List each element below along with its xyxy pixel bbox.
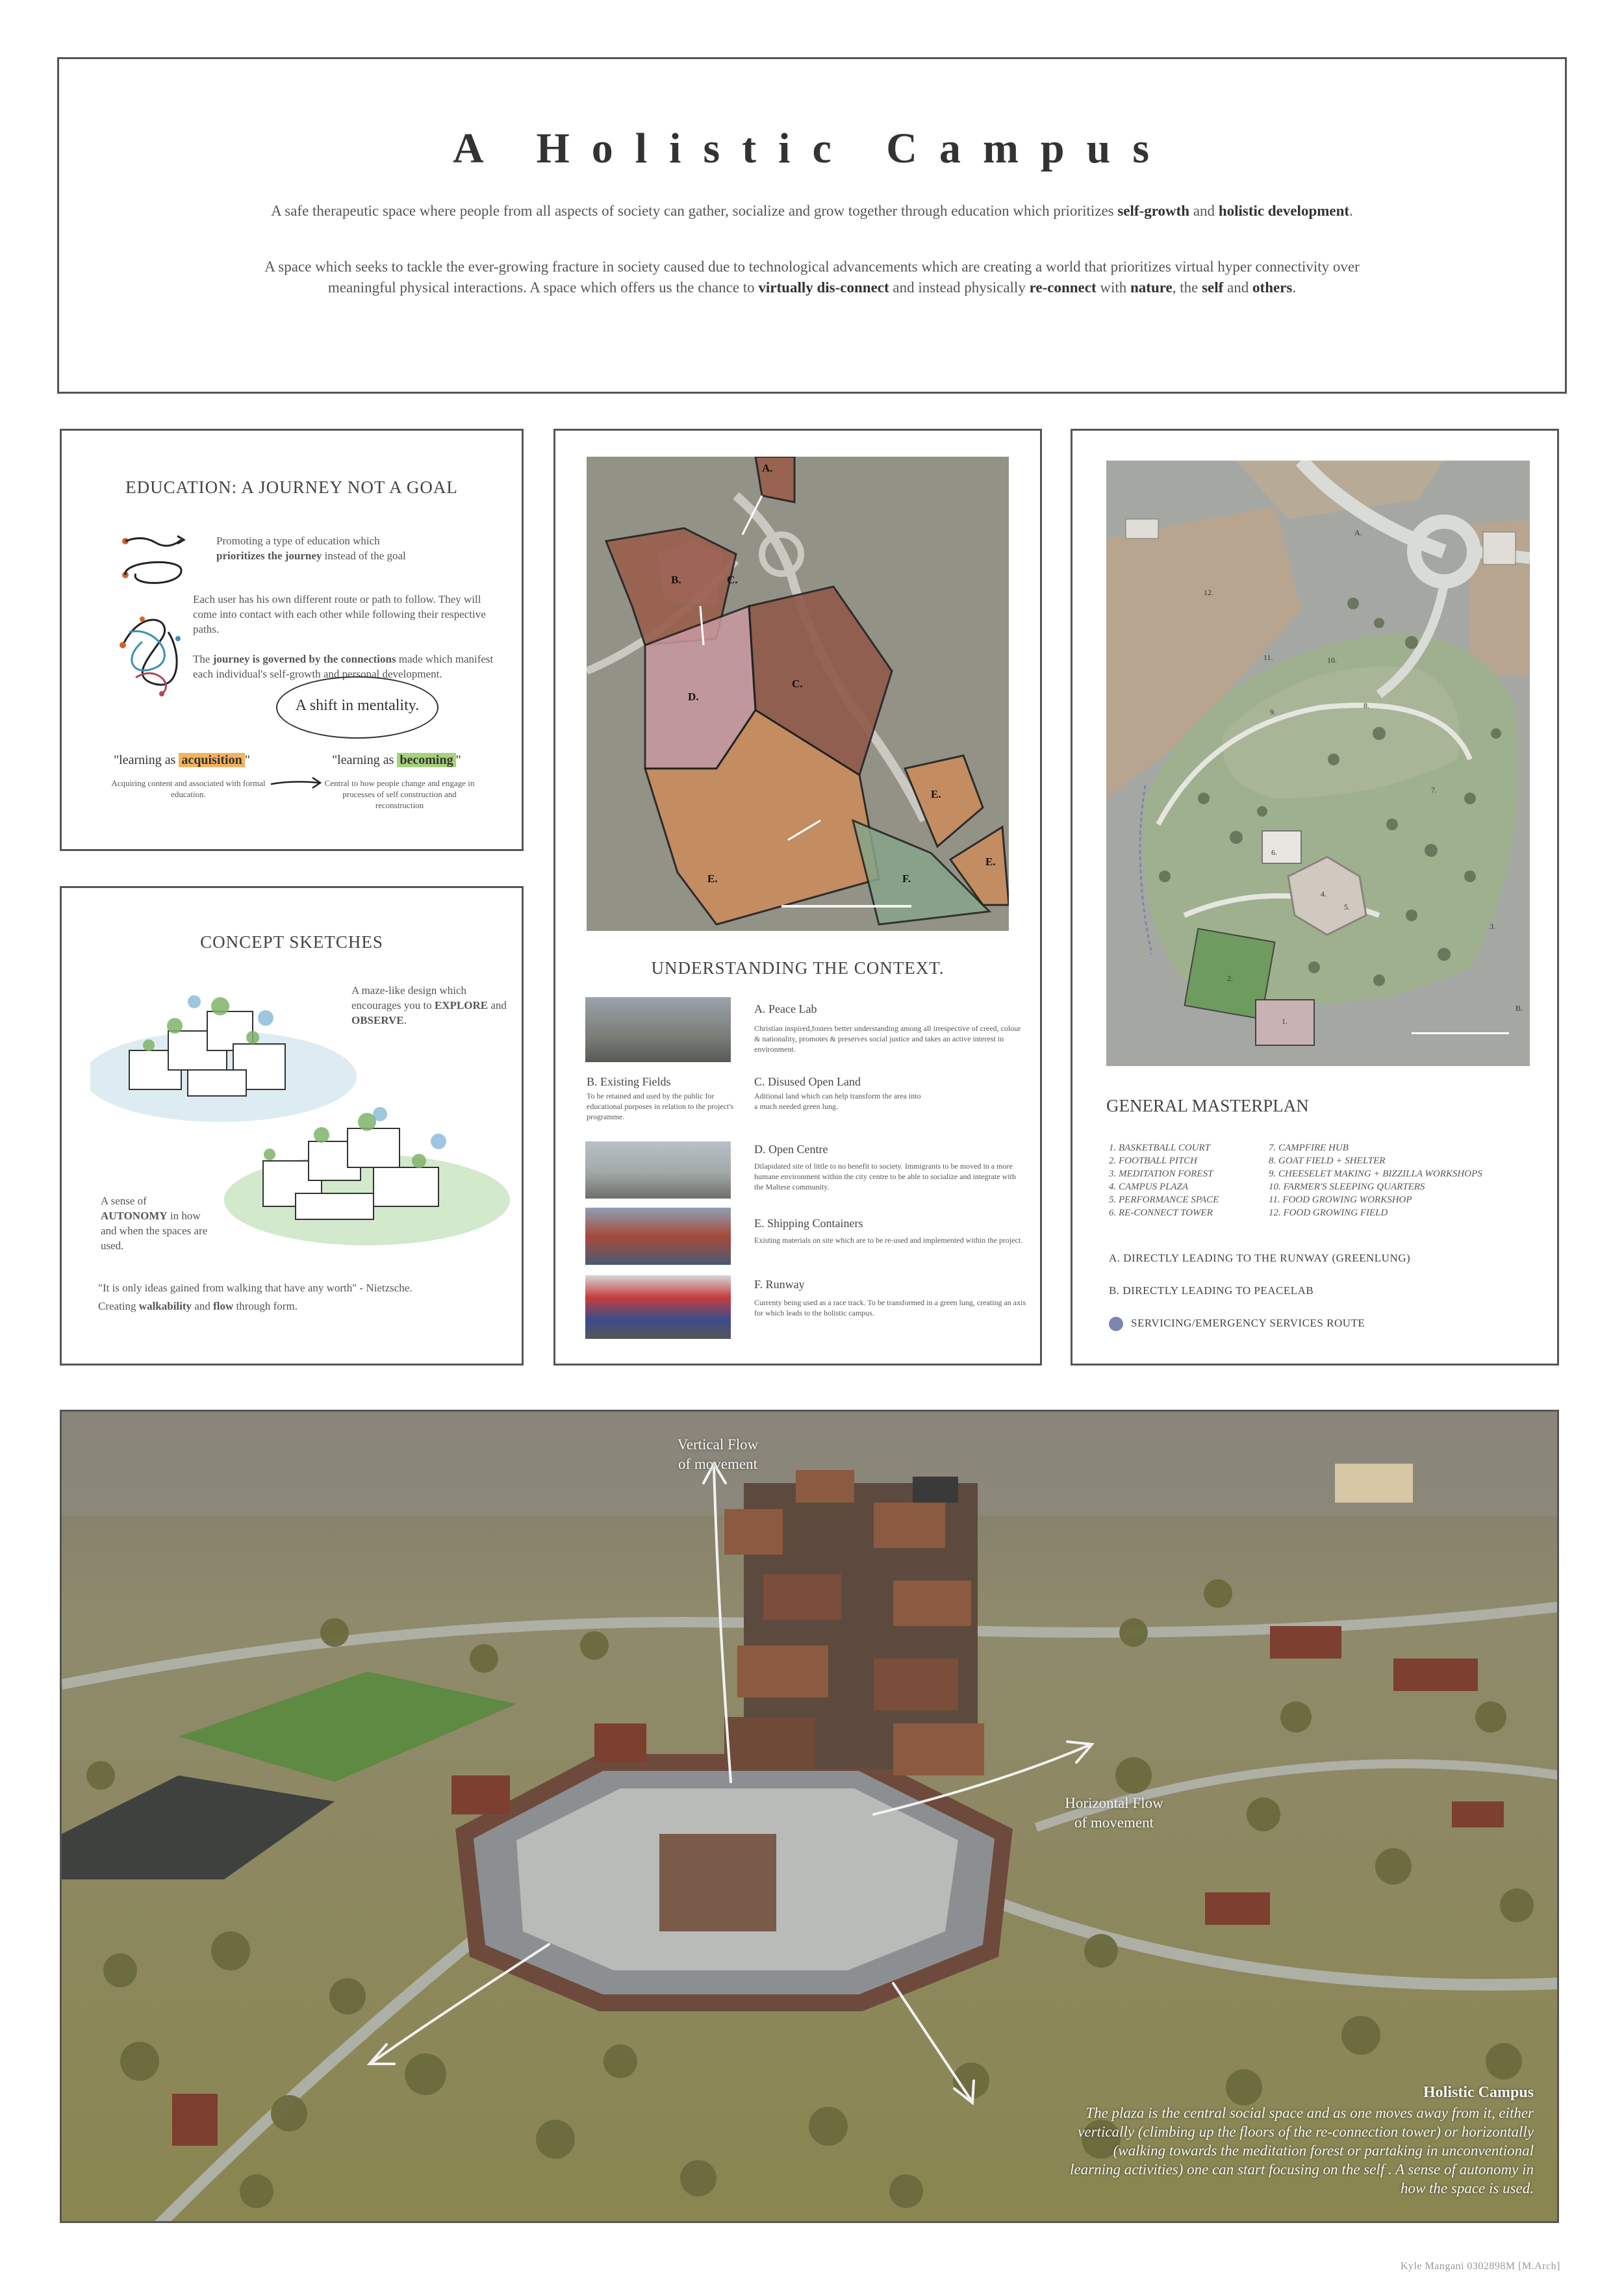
render-caption xyxy=(1066,2083,1534,2198)
context-item-c-label: C. Disused Open Land xyxy=(754,1075,861,1088)
map-label-c1: C. xyxy=(727,574,738,586)
masterplan-panel xyxy=(1071,429,1559,1366)
legend-item: 5. PERFORMANCE SPACE xyxy=(1109,1195,1219,1205)
masterplan-map-number-12: 12. xyxy=(1204,588,1213,597)
aerial-render-panel xyxy=(60,1410,1559,2223)
map-label-b: B. xyxy=(671,574,681,586)
concept-sketch-2 xyxy=(224,1102,510,1252)
author-footer: Kyle Mangani 0302898M [M.Arch] xyxy=(1400,2261,1560,2272)
route-b-label: B. DIRECTLY LEADING TO PEACELAB xyxy=(1109,1284,1314,1297)
masterplan-map-number-5: 5. xyxy=(1344,902,1350,911)
legend-item: 8. GOAT FIELD + SHELTER xyxy=(1269,1156,1386,1166)
masterplan-map xyxy=(1106,461,1530,1066)
horizontal-flow-label: Horizontal Flow of movement xyxy=(1065,1795,1163,1831)
masterplan-map-number-4: 4. xyxy=(1321,889,1326,898)
journey-text: Promoting a type of education which prioritizes the journey instead of the goal xyxy=(216,535,406,562)
journey-diagram-icon xyxy=(116,528,188,723)
masterplan-legend-left xyxy=(1109,1141,1219,1219)
walkability-text: Creating walkability and flow through form. xyxy=(98,1300,298,1312)
learning-acquisition-label: "learning as acquisition " xyxy=(114,753,250,767)
context-item-e-desc: Existing materials on site which are to be re-used and implemented within the project. xyxy=(754,1236,1023,1245)
context-item-b-desc: To be retained and used by the public for educational purposes in relation to the project's programme. xyxy=(587,1091,734,1121)
context-item-a-desc: Christian inspired,fosters better understanding among all irrespective of creed, colour & nationality, promotes & preserves social justice and takes an active interest in environment. xyxy=(754,1024,1021,1054)
masterplan-map-number-2: 2. xyxy=(1227,974,1233,983)
map-label-c2: C. xyxy=(792,678,803,690)
shift-in-mentality-oval: A shift in mentality. xyxy=(276,676,438,739)
learning-becoming-label: "learning as becoming " xyxy=(332,753,461,767)
legend-item: 11. FOOD GROWING WORKSHOP xyxy=(1269,1195,1412,1205)
context-title: UNDERSTANDING THE CONTEXT. xyxy=(651,958,945,978)
arrow-right-icon xyxy=(267,774,325,793)
legend-item: 4. CAMPUS PLAZA xyxy=(1109,1182,1189,1192)
education-title: EDUCATION: A JOURNEY NOT A GOAL xyxy=(125,477,458,497)
context-item-b-label: B. Existing Fields xyxy=(587,1075,671,1088)
context-item-c-desc: Aditional land which can help transform the area into a much needed green lung. xyxy=(754,1091,921,1111)
context-aerial-map xyxy=(587,457,1009,931)
legend-item: 6. RE-CONNECT TOWER xyxy=(1109,1208,1213,1218)
context-item-a-label: A. Peace Lab xyxy=(754,1002,817,1015)
paths-text: Each user has his own different route or path to follow. They will come into contact with each other while following their respective paths. xyxy=(193,593,486,635)
map-label-f: F. xyxy=(902,872,911,885)
route-a-label: A. DIRECTLY LEADING TO THE RUNWAY (GREENLUNG) xyxy=(1109,1252,1411,1264)
legend-item: 7. CAMPFIRE HUB xyxy=(1269,1143,1349,1153)
masterplan-title: GENERAL MASTERPLAN xyxy=(1106,1096,1309,1115)
masterplan-map-number-8: 8. xyxy=(1364,701,1369,710)
context-item-e-label: E. Shipping Containers xyxy=(754,1217,863,1230)
intro-paragraph-2: A space which seeks to tackle the ever-growing fracture in society caused due to technological advancements which are creating a world that prioritizes virtual hyper connectivity over meaningful physical interactions. A space which offers us the chance to virtually dis-connect and instead physically re-connect with nature, the self and others. xyxy=(264,259,1360,296)
maze-text: A maze-like design which encourages you to EXPLORE and OBSERVE. xyxy=(351,984,507,1026)
legend-item: 3. MEDITATION FOREST xyxy=(1109,1169,1213,1179)
intro-paragraph-1: A safe therapeutic space where people from all aspects of society can gather, socialize and grow together through education which prioritizes self-growth and holistic development. xyxy=(271,203,1353,219)
autonomy-text: A sense of AUTONOMY in how and when the spaces are used. xyxy=(101,1195,208,1252)
context-item-d-desc: Dilapidated site of little to no benefit to society. Immigrants to be moved in a more humane environment within the city centre to be able to socialize and integrate with the Maltese community. xyxy=(754,1162,1016,1191)
tangled-paths-icon xyxy=(120,616,181,696)
map-label-d: D. xyxy=(688,691,699,703)
context-item-f-desc: Currenty being used as a race track. To be transformed in a green lung, creating an axis for which leads to the holistic campus. xyxy=(754,1298,1026,1317)
vertical-flow-label: Vertical Flow of movement xyxy=(677,1436,759,1472)
map-label-e1: E. xyxy=(931,788,941,800)
open-centre-photo xyxy=(585,1141,731,1199)
service-route-legend: SERVICING/EMERGENCY SERVICES ROUTE xyxy=(1109,1317,1365,1331)
context-item-d-label: D. Open Centre xyxy=(754,1143,828,1156)
connections-text: The journey is governed by the connections made which manifest each individual's self-growth and personal development. xyxy=(193,653,494,680)
education-panel xyxy=(60,429,524,851)
map-label-a: A. xyxy=(762,462,773,474)
straight-path-icon xyxy=(122,536,184,546)
becoming-description: Central to how people change and engage in processes of self construction and reconstruction xyxy=(324,778,475,810)
header-panel xyxy=(57,57,1567,394)
acquisition-description: Acquiring content and associated with formal education. xyxy=(111,778,266,799)
map-label-e2: E. xyxy=(707,872,718,885)
concept-title: CONCEPT SKETCHES xyxy=(200,932,383,952)
caption-title: Holistic Campus xyxy=(1423,2084,1534,2101)
masterplan-map-number-10: 10. xyxy=(1327,655,1337,665)
service-route-dot-icon xyxy=(1109,1317,1123,1331)
legend-item: 2. FOOTBALL PITCH xyxy=(1109,1156,1197,1166)
masterplan-map-number-1: 1. xyxy=(1282,1017,1288,1026)
caption-text: The plaza is the central social space and as one moves away from it, either vertically (climbing up the floors of the re-connection tower) or horizontally (walking towards the meditation forest or partaking in unconventional learning activities) one can start focusing on the self . A sense of autonomy in how the space is used. xyxy=(1070,2105,1534,2196)
masterplan-map-number-6: 6. xyxy=(1271,848,1277,857)
map-label-e3: E. xyxy=(985,856,996,868)
legend-item: 10. FARMER'S SLEEPING QUARTERS xyxy=(1269,1182,1425,1192)
legend-item: 12. FOOD GROWING FIELD xyxy=(1269,1208,1388,1218)
peace-lab-photo xyxy=(585,997,731,1062)
context-item-f-label: F. Runway xyxy=(754,1278,805,1291)
nietzsche-quote: "It is only ideas gained from walking that have any worth" - Nietzsche. xyxy=(98,1282,412,1294)
masterplan-map-number-7: 7. xyxy=(1431,785,1437,794)
legend-item: 9. CHEESELET MAKING + BIZZILLA WORKSHOPS xyxy=(1269,1169,1482,1179)
masterplan-map-number-3: 3. xyxy=(1490,922,1495,931)
shipping-containers-photo xyxy=(585,1208,731,1265)
legend-item: 1. BASKETBALL COURT xyxy=(1109,1143,1210,1153)
concept-sketches-panel xyxy=(60,886,524,1366)
loop-path-icon xyxy=(122,562,181,583)
masterplan-legend-right xyxy=(1269,1141,1482,1219)
masterplan-map-letter-a: A. xyxy=(1354,528,1362,537)
masterplan-map-number-9: 9. xyxy=(1270,707,1276,717)
masterplan-map-letter-b: B. xyxy=(1516,1004,1523,1013)
runway-photo xyxy=(585,1275,731,1339)
page-title: A Holistic Campus xyxy=(452,125,1172,172)
context-panel xyxy=(553,429,1042,1366)
masterplan-map-number-11: 11. xyxy=(1263,653,1273,662)
